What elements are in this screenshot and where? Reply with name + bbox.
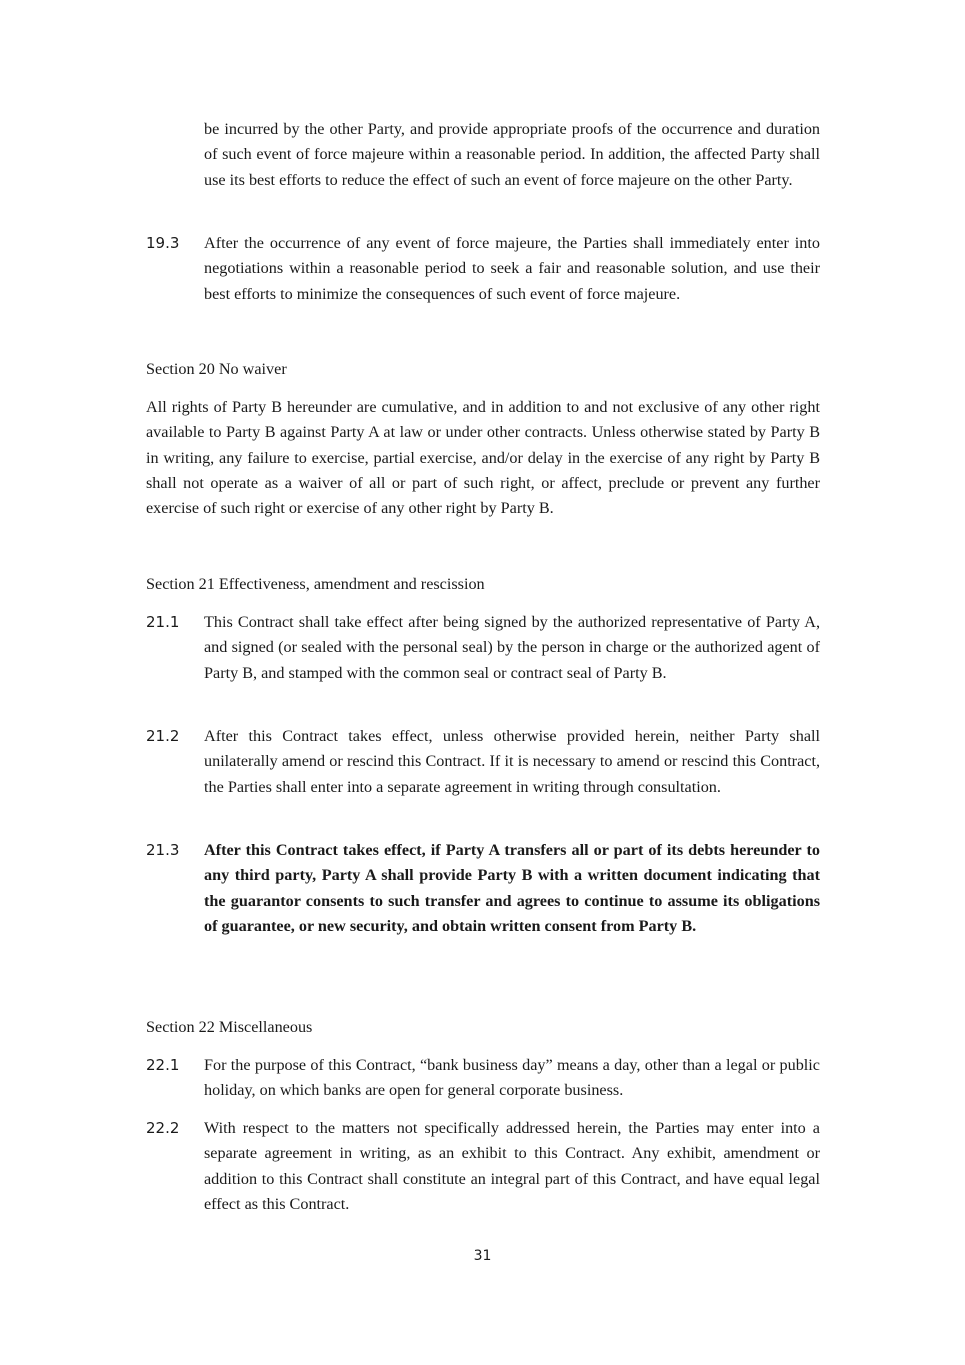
- section-heading: Section 22 Miscellaneous: [146, 1018, 313, 1036]
- clause-number: 21.3: [146, 841, 180, 859]
- clause-text: With respect to the matters not specifically addressed herein, the Parties may enter into a separate agreement in writing, as an exhibit to this Contract. Any exhibit, amendment or addition to this Contract shall constitute an integral part of this Contract, and have equal legal effect as this Contract.: [204, 1119, 820, 1213]
- clause-number: 19.3: [146, 234, 180, 252]
- clause-number: 22.2: [146, 1119, 180, 1137]
- clause-number: 21.1: [146, 613, 180, 631]
- clause-text: After this Contract takes effect, unless otherwise provided herein, neither Party shall unilaterally amend or rescind this Contract. If it is necessary to amend or rescind this Contract, the Parties shall enter into a separate agreement in writing through consultation.: [204, 727, 820, 796]
- section-heading: Section 21 Effectiveness, amendment and rescission: [146, 575, 485, 593]
- clause-19-2-continuation: be incurred by the other Party, and provide appropriate proofs of the occurrence and duration of such event of force majeure within a reasonable period. In addition, the affected Party shall use its best efforts to reduce the effect of such an event of force majeure on the other Party.: [204, 120, 820, 189]
- clause-number: 21.2: [146, 727, 180, 745]
- clause-number: 22.1: [146, 1056, 180, 1074]
- page-number: 31: [473, 1248, 492, 1264]
- clause-text-bold: After this Contract takes effect, if Party A transfers all or part of its debts hereunder to any third party, Party A shall provide Party B with a written document indicating that the guarantor consents to such transfer and agrees to continue to assume its obligations of guarantee, or new security, and obtain written consent from Party B.: [204, 841, 820, 935]
- clause-text: After the occurrence of any event of force majeure, the Parties shall immediately enter into negotiations within a reasonable period to seek a fair and reasonable solution, and use their best efforts to minimize the consequences of such event of force majeure.: [204, 234, 820, 303]
- clause-text: For the purpose of this Contract, “bank business day” means a day, other than a legal or public holiday, on which banks are open for general corporate business.: [204, 1056, 820, 1100]
- section-heading: Section 20 No waiver: [146, 360, 287, 378]
- section-body: All rights of Party B hereunder are cumulative, and in addition to and not exclusive of any other right available to Party B against Party A at law or under other contracts. Unless otherwise stated by Party B in writing, any failure to exercise, partial exercise, and/or delay in the exercise of any right by Party B shall not operate as a waiver of all or part of such right, or affect, preclude or prevent any further exercise of such right or exercise of any other right by Party B.: [146, 398, 820, 518]
- clause-text: This Contract shall take effect after being signed by the authorized representative of Party A, and signed (or sealed with the personal seal) by the person in charge or the authorized agent of Party B, and stamped with the common seal or contract seal of Party B.: [204, 613, 820, 682]
